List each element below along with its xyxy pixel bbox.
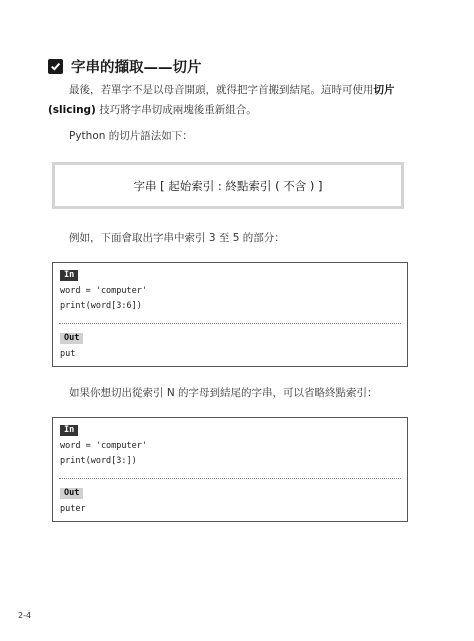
divider: [59, 323, 401, 324]
page-number: 2-4: [18, 611, 32, 620]
intro-bold-term: 切片: [373, 84, 395, 96]
intro-text-2: 技巧將字串切成兩塊後重新組合。: [95, 104, 257, 116]
code-line: print(word[3:]): [60, 456, 137, 466]
output-line: put: [60, 349, 76, 359]
intro-text-1: 最後，若單字不是以母音開頭，就得把字首搬到結尾。這時可使用: [69, 84, 374, 96]
in-label: In: [60, 270, 78, 281]
section-heading: [48, 56, 202, 77]
example1-intro: 例如，下面會取出字串中索引 3 至 5 的部分：: [69, 232, 285, 244]
intro-paragraph: [48, 80, 418, 120]
code-line: word = 'computer': [60, 441, 147, 451]
out-label: Out: [60, 488, 83, 499]
code-example-1: [52, 262, 408, 367]
section-title: 字串的擷取——切片: [71, 60, 202, 76]
code-line: word = 'computer': [60, 286, 147, 296]
out-label: Out: [60, 333, 83, 344]
intro-bold-english: (slicing): [48, 104, 96, 116]
divider: [59, 478, 401, 479]
example2-intro: 如果你想切出從索引 N 的字母到結尾的字串，可以省略終點索引：: [69, 387, 378, 399]
code-line: print(word[3:6]): [60, 301, 142, 311]
syntax-intro: Python 的切片語法如下：: [69, 130, 193, 142]
in-label: In: [60, 425, 78, 436]
code-example-2: [52, 417, 408, 522]
checkbox-check-icon: [48, 59, 63, 74]
syntax-box: [52, 162, 404, 209]
syntax-text: 字串 [ 起始索引 : 終點索引 ( 不含 ) ]: [133, 178, 323, 193]
output-line: puter: [60, 504, 86, 514]
